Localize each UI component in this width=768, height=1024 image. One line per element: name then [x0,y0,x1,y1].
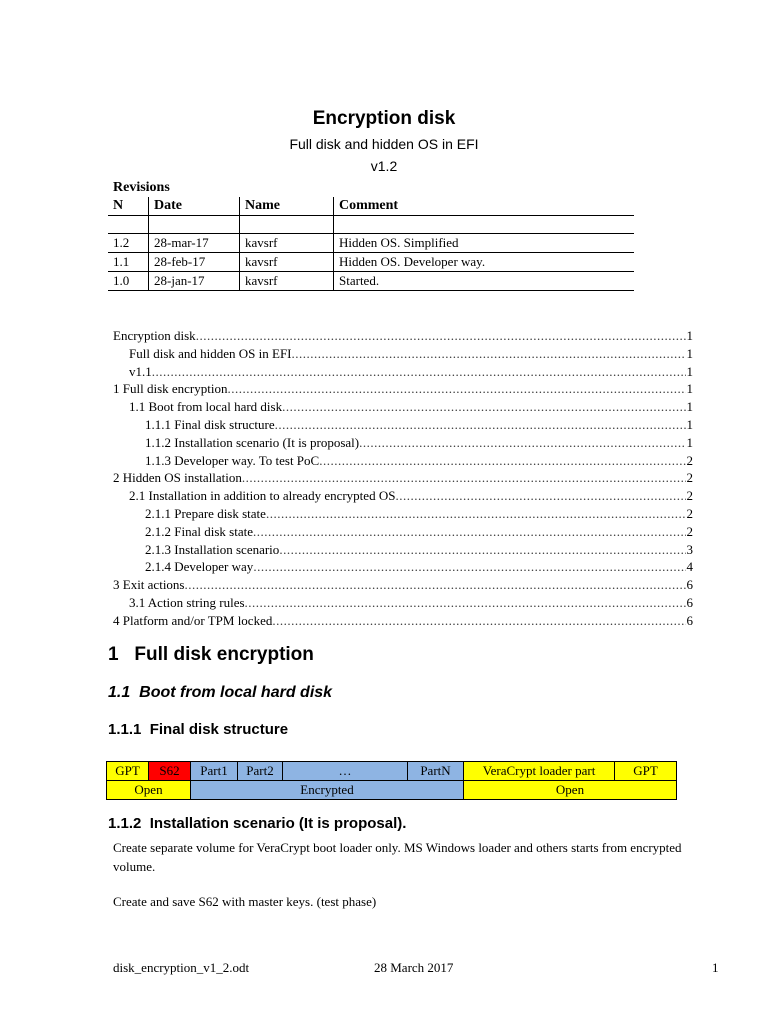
disk-cell-gpt-start: GPT [106,761,149,781]
toc-leader-dots [185,576,686,594]
toc-page-number: 2 [686,523,693,539]
toc-entry[interactable] [113,452,693,470]
toc-entry[interactable] [113,469,693,487]
toc-entry-text: 3.1 Action string rules [129,594,245,610]
toc-leader-dots [196,327,686,345]
body-paragraph: Create and save S62 with master keys. (test phase) [113,894,377,909]
toc-entry-text: 1.1.3 Developer way. To test PoC [145,452,320,468]
toc-entry-text: 2.1.3 Installation scenario [145,541,280,557]
heading-number: 1.1.2 [108,815,142,832]
toc-entry-text: Full disk and hidden OS in EFI [129,345,292,361]
toc-entry-text: Encryption disk [113,328,196,343]
section-heading-1-1 [108,684,332,702]
section-heading-1-1-1 [108,721,288,738]
revisions-header-row [108,197,634,216]
col-header-name: Name [240,197,334,216]
toc-leader-dots [395,487,685,505]
table-of-contents [113,327,693,630]
toc-entry[interactable] [113,345,693,363]
rev-comment: Hidden OS. Developer way. [334,253,635,272]
toc-leader-dots [359,434,685,452]
toc-entry-text: 2.1.4 Developer way [145,559,254,575]
toc-leader-dots [319,452,685,470]
rev-n: 1.0 [108,272,149,291]
heading-number: 1.1.1 [108,721,142,738]
toc-entry[interactable] [113,541,693,559]
table-row [108,234,634,253]
toc-entry[interactable] [113,523,693,541]
section-heading-1 [108,644,314,666]
toc-page-number: 6 [686,612,693,628]
document-version: v1.2 [370,158,398,174]
toc-leader-dots [227,380,685,398]
table-cell [108,216,149,234]
toc-page-number: 6 [686,577,693,593]
footer-date: 28 March 2017 [374,960,454,975]
rev-name: kavsrf [240,272,334,291]
toc-leader-dots [253,558,685,576]
revisions-table [108,197,634,291]
rev-name: kavsrf [240,234,334,253]
table-row [108,272,634,291]
rev-date: 28-jan-17 [149,272,240,291]
disk-structure-table [106,761,677,799]
toc-entry-text: 1.1 Boot from local hard disk [129,399,283,415]
disk-cell-ellipsis: … [282,761,408,781]
toc-leader-dots [266,505,686,523]
disk-cell-encrypted: Encrypted [190,780,464,800]
body-paragraph: Create separate volume for VeraCrypt boot loader only. MS Windows loader and others starts from encrypted volume. [113,840,682,874]
col-header-date: Date [149,197,240,216]
rev-date: 28-mar-17 [149,234,240,253]
toc-leader-dots [272,612,685,630]
heading-title: Installation scenario (It is proposal). [149,815,407,832]
document-subtitle: Full disk and hidden OS in EFI [289,136,479,152]
rev-date: 28-feb-17 [149,253,240,272]
heading-title: Full disk encryption [134,644,314,665]
document-title: Encryption disk [312,108,456,129]
toc-entry[interactable] [113,594,693,612]
toc-entry-text: 1.1.1 Final disk structure [145,416,275,432]
toc-page-number: 2 [686,488,693,504]
toc-entry-text: v1.1 [129,363,152,379]
table-cell [240,216,334,234]
rev-comment: Hidden OS. Simplified [334,234,635,253]
toc-entry-text: 2.1.1 Prepare disk state [145,505,266,521]
toc-leader-dots [253,523,686,541]
disk-cell-open-right: Open [463,780,677,800]
toc-entry[interactable] [113,434,693,452]
toc-entry-text: 4 Platform and/or TPM locked [113,612,273,628]
table-cell [149,216,240,234]
toc-page-number: 2 [686,505,693,521]
heading-number: 1 [108,644,119,665]
disk-cell-open-left: Open [106,780,191,800]
toc-page-number: 2 [686,470,693,486]
toc-leader-dots [279,541,685,559]
toc-entry[interactable] [113,398,693,416]
toc-leader-dots [245,594,686,612]
toc-entry[interactable] [113,558,693,576]
toc-entry[interactable] [113,363,693,381]
toc-entry[interactable] [113,487,693,505]
footer-page-number: 1 [712,960,719,975]
table-row-empty [108,216,634,234]
toc-entry[interactable] [113,416,693,434]
rev-n: 1.1 [108,253,149,272]
toc-leader-dots [292,345,686,363]
toc-page-number: 1 [686,363,693,379]
toc-entry[interactable] [113,576,693,594]
toc-page-number: 3 [686,541,693,557]
toc-entry-text: 2 Hidden OS installation [113,470,242,486]
table-cell [334,216,635,234]
toc-entry-text: 1.1.2 Installation scenario (It is proposal) [145,434,360,450]
toc-entry[interactable] [113,327,693,345]
revisions-heading: Revisions [113,180,170,195]
toc-entry-text: 3 Exit actions [113,577,185,593]
toc-page-number: 4 [686,559,693,575]
toc-leader-dots [152,363,686,381]
disk-cell-s62: S62 [148,761,191,781]
toc-entry[interactable] [113,505,693,523]
toc-page-number: 1 [686,345,693,361]
heading-title: Final disk structure [149,721,289,738]
toc-page-number: 1 [686,416,693,432]
toc-entry-text: 2.1.2 Final disk state [145,523,253,539]
col-header-n: N [108,197,149,216]
heading-number: 1.1 [108,684,131,701]
toc-page-number: 1 [686,399,693,415]
toc-leader-dots [242,469,686,487]
toc-page-number: 1 [686,434,693,450]
toc-page-number: 2 [686,452,693,468]
toc-entry-text: 2.1 Installation in addition to already encrypted OS [129,488,396,504]
toc-leader-dots [275,416,686,434]
disk-cell-part2: Part2 [237,761,283,781]
toc-page-number: 1 [686,328,693,343]
toc-entry-text: 1 Full disk encryption [113,381,228,397]
col-header-comment: Comment [334,197,635,216]
toc-page-number: 1 [686,381,693,397]
toc-leader-dots [282,398,685,416]
disk-cell-gpt-end: GPT [614,761,677,781]
disk-cell-partn: PartN [407,761,464,781]
rev-comment: Started. [334,272,635,291]
toc-entry[interactable] [113,612,693,630]
footer-filename: disk_encryption_v1_2.odt [113,960,250,975]
toc-page-number: 6 [686,594,693,610]
rev-n: 1.2 [108,234,149,253]
disk-cell-part1: Part1 [190,761,238,781]
disk-cell-veracrypt-loader: VeraCrypt loader part [463,761,615,781]
rev-name: kavsrf [240,253,334,272]
section-heading-1-1-2 [108,815,406,832]
toc-entry[interactable] [113,380,693,398]
table-row [108,253,634,272]
heading-title: Boot from local hard disk [139,684,333,701]
